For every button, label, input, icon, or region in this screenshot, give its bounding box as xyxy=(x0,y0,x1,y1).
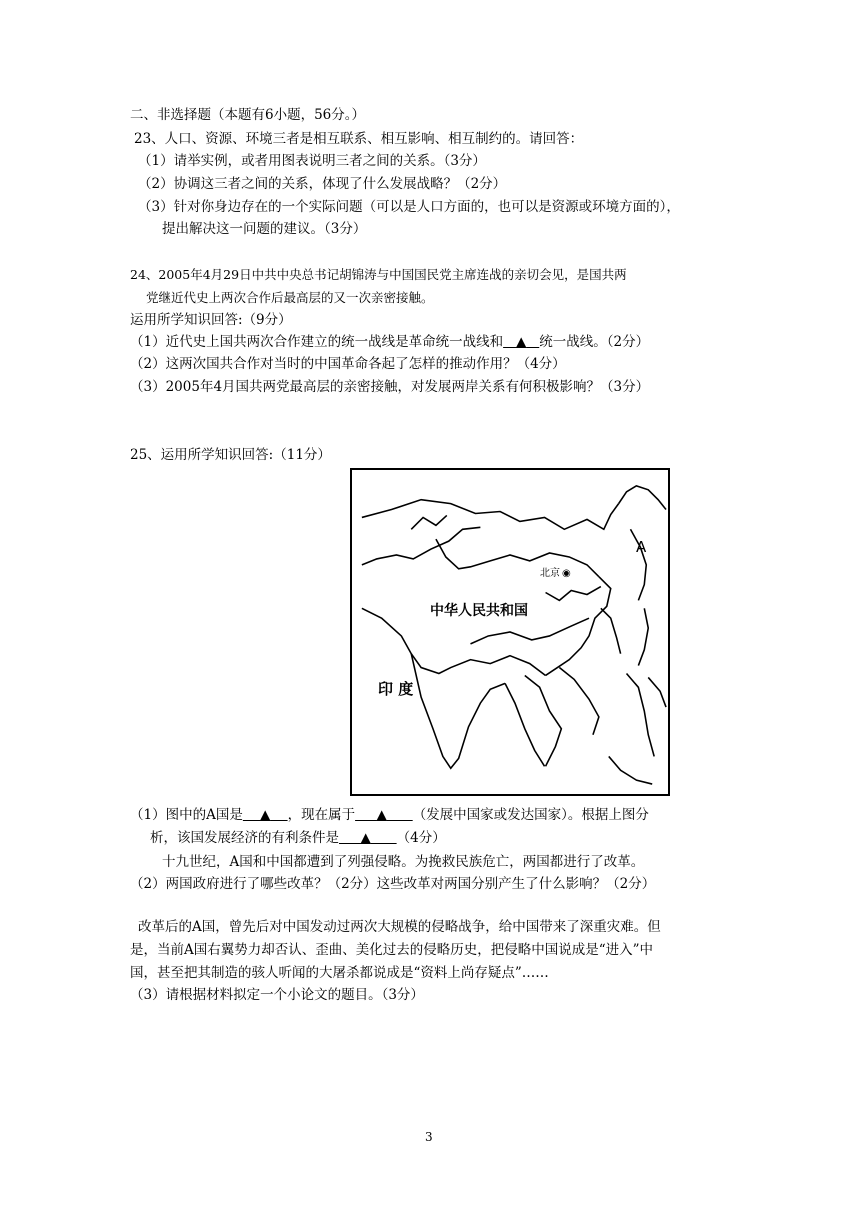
map-label-china: 中华人民共和国 xyxy=(430,603,528,619)
blank-marker: ▲ xyxy=(260,807,271,823)
q24-part3: （3）2005年4月国共两党最高层的亲密接触，对发展两岸关系有何积极影响？（3分） xyxy=(130,379,650,395)
q24-part1-tail: 统一战线。（2分） xyxy=(539,334,650,350)
page-number: 3 xyxy=(425,1130,433,1144)
q25-part1-b: ，现在属于 xyxy=(287,807,356,823)
q24-part1 xyxy=(130,333,649,351)
answer-blank-1 xyxy=(243,807,288,823)
q25-part3: （3）请根据材料拟定一个小论文的题目。（3分） xyxy=(130,987,424,1003)
q23-part3-cont: 提出解决这一问题的建议。（3分） xyxy=(162,221,367,237)
q24-part1-text: （1）近代史上国共两次合作建立的统一战线是革命统一战线和 xyxy=(130,334,504,350)
q25-part1 xyxy=(130,806,649,824)
q25-stem: 25、运用所学知识回答:（11分） xyxy=(130,447,331,463)
q23-stem: 23、人口、资源、环境三者是相互联系、相互影响、相互制约的。请回答： xyxy=(134,131,584,147)
q25-part2: （2）两国政府进行了哪些改革？（2分）这些改革对两国分别产生了什么影响？（2分） xyxy=(130,876,656,892)
q24-part2: （2）这两次国共合作对当时的中国革命各起了怎样的推动作用？（4分） xyxy=(130,356,566,372)
answer-blank-3 xyxy=(339,830,397,846)
q25-part1-e: （4分） xyxy=(396,830,446,846)
map-outline xyxy=(352,470,668,794)
q25-part1-cont xyxy=(150,829,446,847)
q25-part1-d: 析，该国发展经济的有利条件是 xyxy=(150,830,339,846)
q24-stem-cont: 党继近代史上两次合作后最高层的又一次亲密接触。 xyxy=(146,290,434,305)
q25-material-end: 国，甚至把其制造的骇人听闻的大屠杀都说成是“资料上尚存疑点”…… xyxy=(130,965,549,981)
q25-part1-a: （1）图中的A国是 xyxy=(130,807,243,823)
map-label-beijing xyxy=(540,564,571,579)
capital-icon: ◉ xyxy=(562,568,571,579)
q25-context: 十九世纪，A国和中国都遭到了列强侵略。为挽救民族危亡，两国都进行了改革。 xyxy=(162,854,645,870)
section-heading: 二、非选择题（本题有6小题，56分。） xyxy=(130,107,366,123)
map-label-india: 印 度 xyxy=(378,680,414,698)
q25-material: 改革后的A国，曾先后对中国发动过两次大规模的侵略战争，给中国带来了深重灾难。但 xyxy=(138,919,661,935)
answer-blank xyxy=(503,334,539,350)
blank-marker: ▲ xyxy=(515,334,527,350)
q25-material-cont: 是，当前A国右翼势力却否认、歪曲、美化过去的侵略历史，把侵略中国说成是“进入”中 xyxy=(130,942,654,958)
blank-marker: ▲ xyxy=(360,830,371,846)
answer-blank-2 xyxy=(355,807,413,823)
q23-part1: （1）请举实例，或者用图表说明三者之间的关系。（3分） xyxy=(138,153,486,169)
q25-part1-c: （发展中国家或发达国家）。根据上图分 xyxy=(412,807,649,823)
q24-ask: 运用所学知识回答:（9分） xyxy=(130,312,292,328)
blank-marker: ▲ xyxy=(376,807,387,823)
q23-part2: （2）协调这三者之间的关系，体现了什么发展战略？（2分） xyxy=(138,176,507,192)
q23-part3: （3）针对你身边存在的一个实际问题（可以是人口方面的，也可以是资源或环境方面的）， xyxy=(138,199,680,215)
beijing-label: 北京 xyxy=(540,568,560,579)
q24-stem: 24、2005年4月29日中共中央总书记胡锦涛与中国国民党主席连战的亲切会见，是国共两 xyxy=(130,267,627,282)
map-label-a: A xyxy=(636,538,647,556)
asia-map xyxy=(350,468,670,796)
